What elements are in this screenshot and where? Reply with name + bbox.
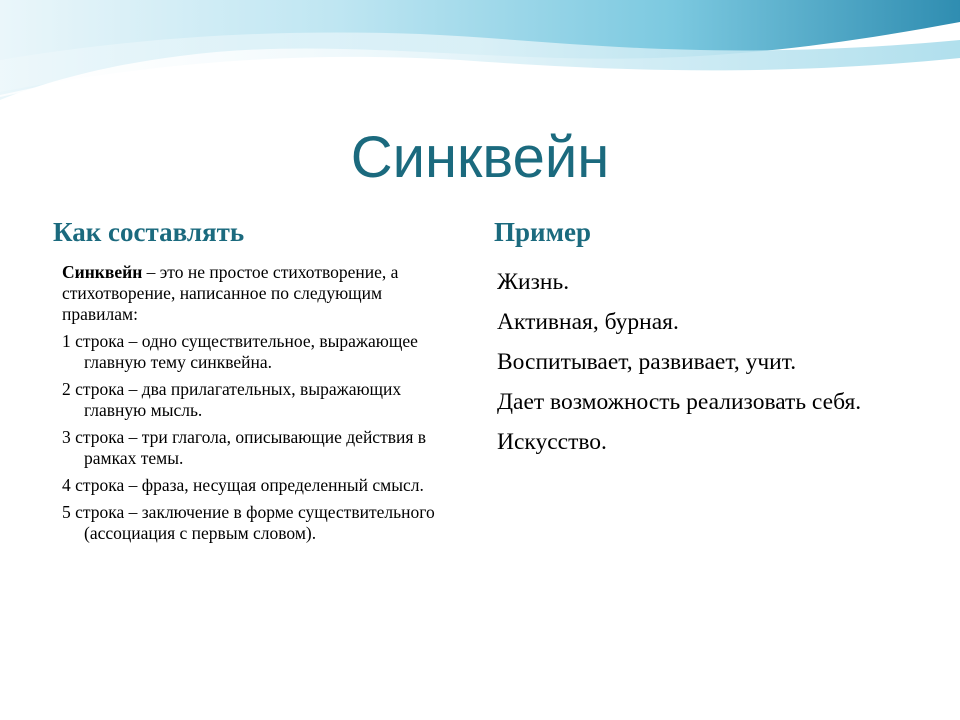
slide-title: Синквейн <box>350 125 610 190</box>
example-line-2: Активная, бурная. <box>497 309 679 335</box>
rule-item-2: 2 строка – два прилагательных, выражающих главную мысль. <box>62 379 402 420</box>
rules-intro <box>62 262 462 325</box>
rule-item-3: 3 строка – три глагола, описывающие действия в рамках темы. <box>62 427 427 468</box>
rules-list <box>62 262 462 550</box>
example-line-3: Воспитывает, развивает, учит. <box>497 349 797 375</box>
example-line-1: Жизнь. <box>497 269 570 295</box>
left-column-heading: Как составлять <box>53 217 245 247</box>
right-column-heading: Пример <box>494 217 591 247</box>
example-line-4: Дает возможность реализовать себя. <box>497 389 862 415</box>
example-line-5: Искусство. <box>497 429 607 455</box>
top-wave-decoration <box>0 0 960 120</box>
intro-text: – это не простое стихотворение, а стихотворение, написанное по следующим правилам: <box>62 262 399 324</box>
rule-item-4: 4 строка – фраза, несущая определенный смысл. <box>62 475 424 495</box>
rule-item-1: 1 строка – одно существительное, выражающее главную тему синквейна. <box>62 331 418 372</box>
example-list <box>497 268 917 468</box>
rule-item-5: 5 строка – заключение в форме существительного (ассоциация с первым словом). <box>62 502 435 543</box>
intro-term: Синквейн <box>62 262 143 282</box>
